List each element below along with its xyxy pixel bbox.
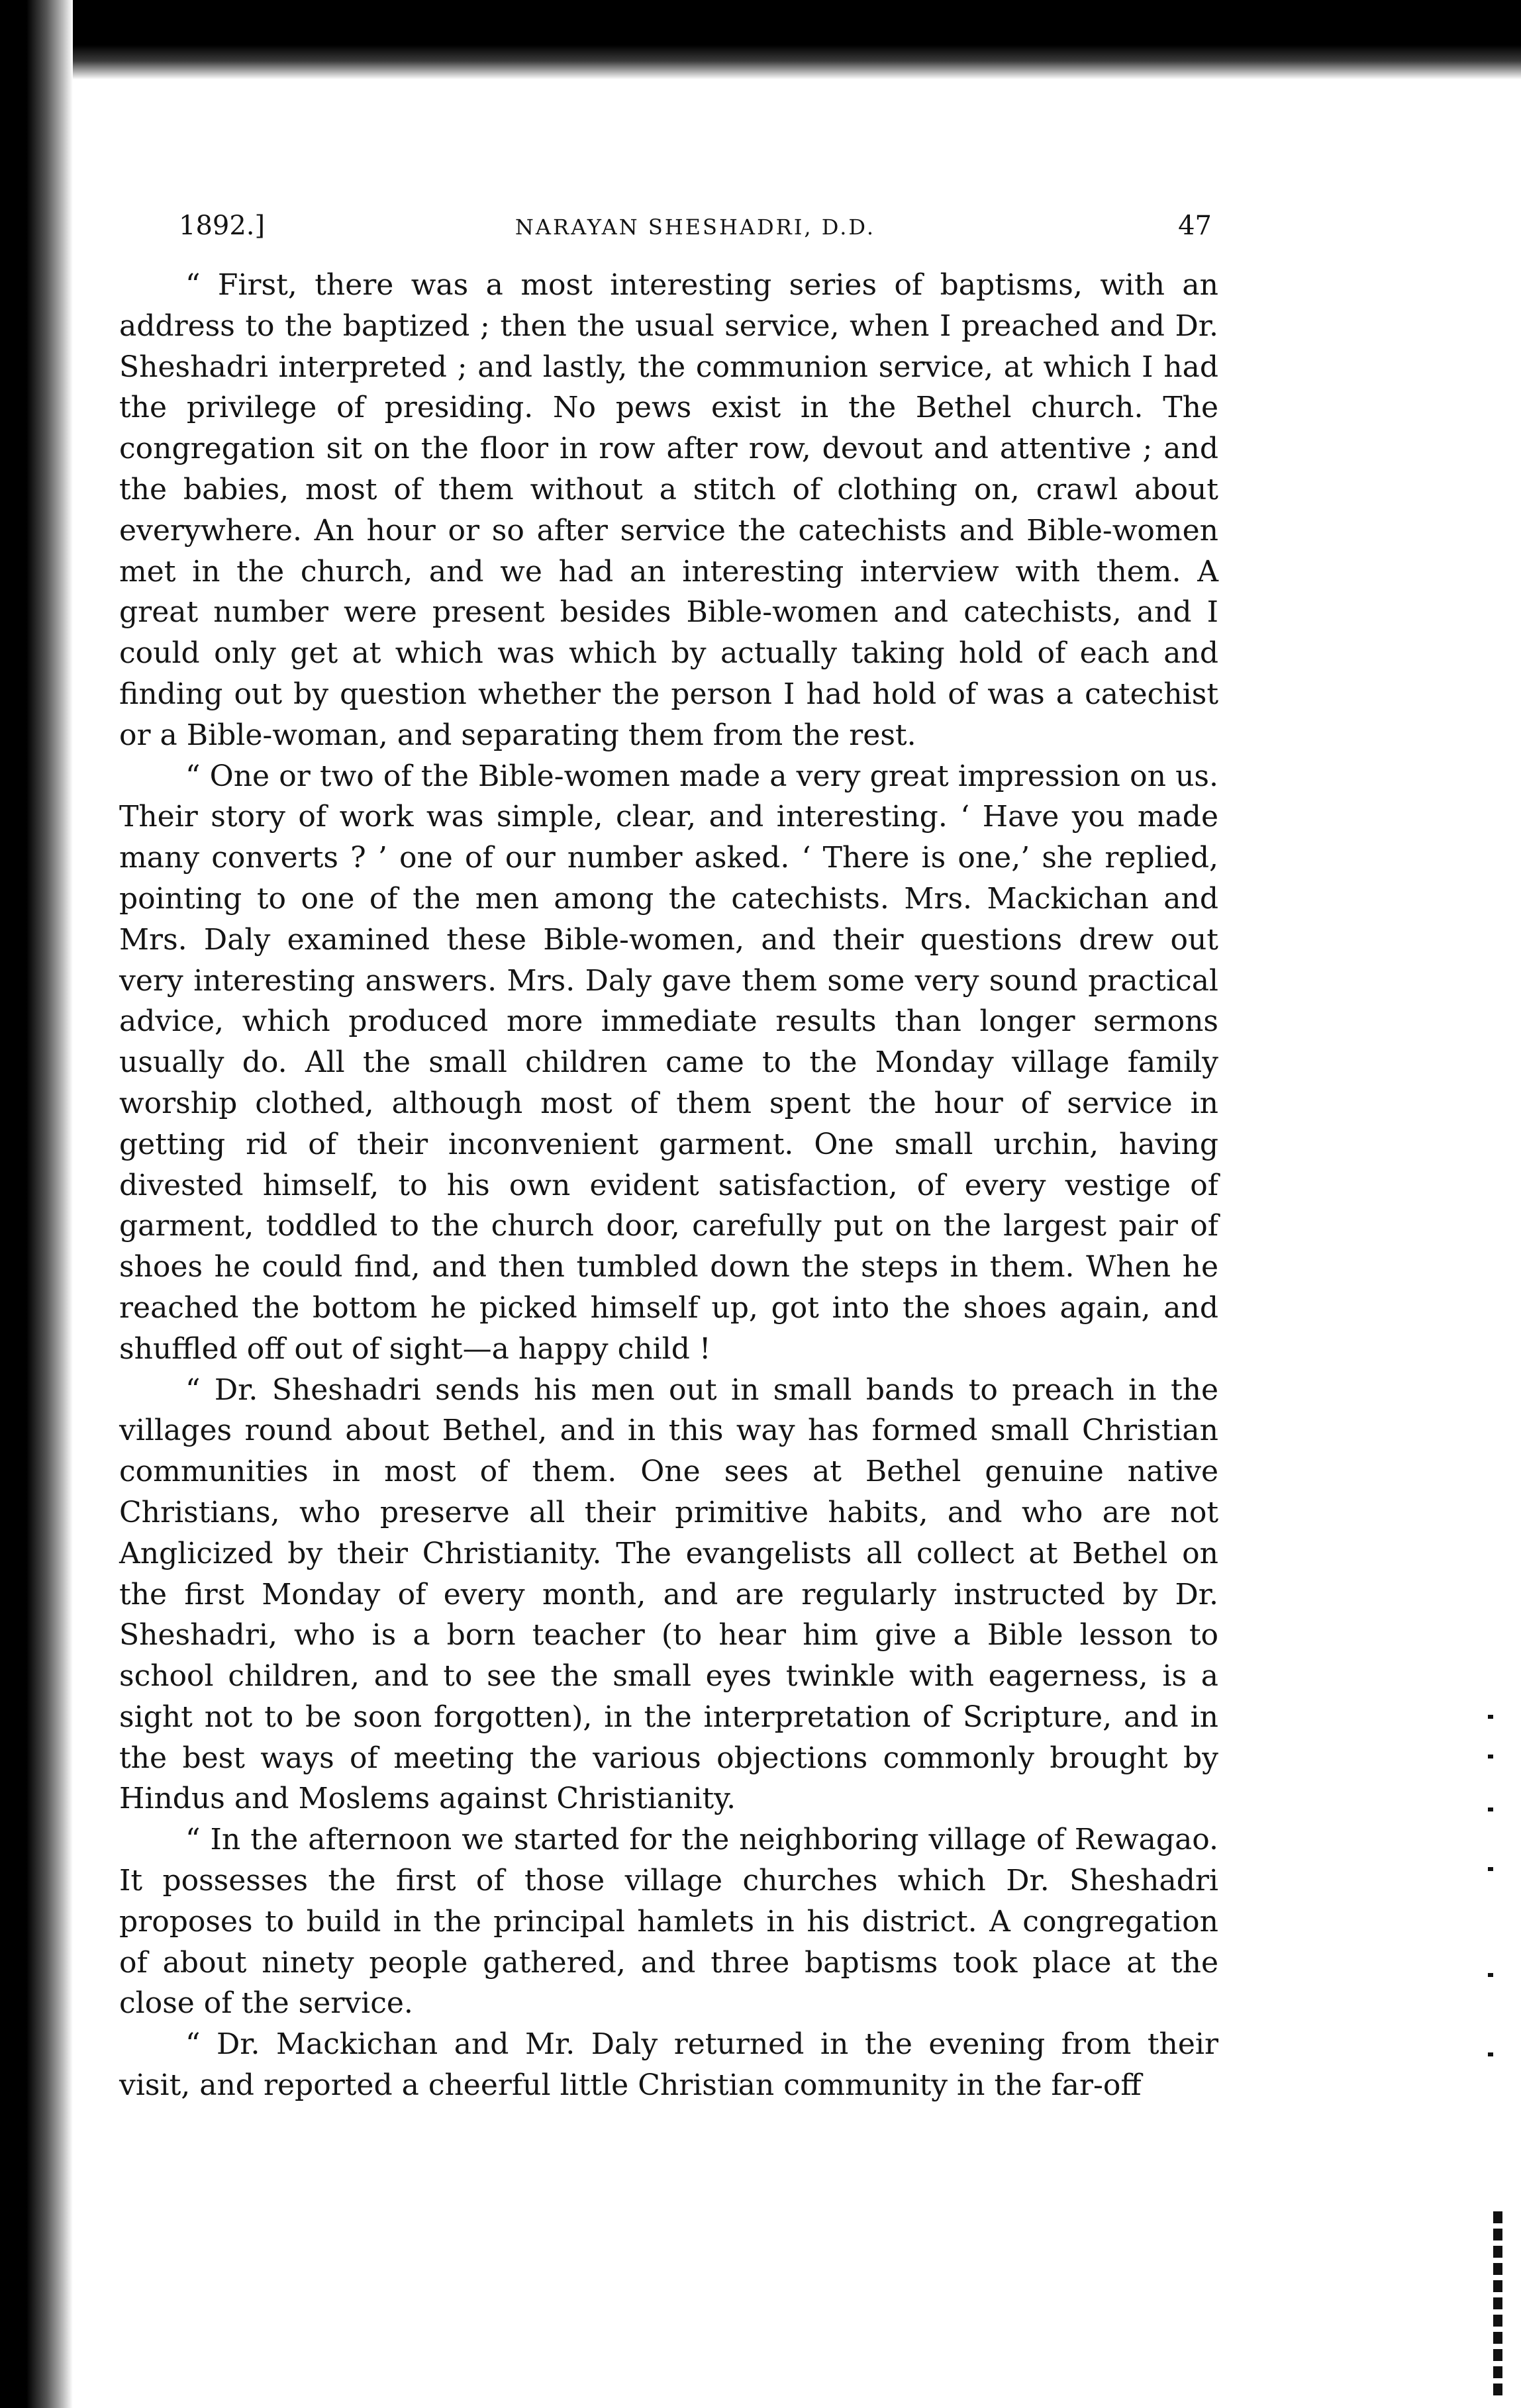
paragraph: “ One or two of the Bible-women made a very great impression on us. Their story of work was simple, clear, and interesting. ‘ Have you made many converts ? ’ one of our number asked. ‘ There is one,’ she replied, pointing to one of the men among the catechists. Mrs. Mackichan and Mrs. Daly examined these Bible-women, and their questions drew out very interesting answers. Mrs. Daly gave them some very sound practical advice, which produced more immediate results than longer sermons usually do. All the small children came to the Monday village family worship clothed, although most of them spent the hour of service in getting rid of their inconvenient garment. One small urchin, having divested himself, to his own evident satisfaction, of every vestige of garment, toddled to the church door, carefully put on the largest pair of shoes he could find, and then tumbled down the steps in them. When he reached the bottom he picked himself up, got into the shoes again, and shuffled off out of sight—a happy child ! [119, 759, 1218, 1366]
header-year: 1892.] [179, 211, 266, 241]
running-title: NARAYAN SHESHADRI, D.D. [515, 215, 876, 240]
page-number: 47 [1178, 211, 1212, 241]
text-body [119, 265, 1218, 2106]
scan-left-edge [0, 0, 73, 2408]
paragraph: “ Dr. Sheshadri sends his men out in small bands to preach in the villages round about Bethel, and in this way has formed small Christian communities in most of them. One sees at Bethel genuine native Christians, who preserve all their primitive habits, and who are not Anglicized by their Christianity. The evangelists all collect at Bethel on the first Monday of every month, and are regularly instructed by Dr. Sheshadri, who is a born teacher (to hear him give a Bible lesson to school children, and to see the small eyes twinkle with eagerness, is a sight not to be soon forgotten), in the interpretation of Scripture, and in the best ways of meeting the various objections commonly brought by Hindus and Moslems against Christianity. [119, 1373, 1218, 1816]
scan-right-margin-marks [1480, 1708, 1506, 2397]
paragraph: “ First, there was a most interesting series of baptisms, with an address to the baptized ; then the usual service, when I preached and Dr. Sheshadri interpreted ; and lastly, the communion service, at which I had the privilege of presiding. No pews exist in the Bethel church. The congregation sit on the floor in row after row, devout and attentive ; and the babies, most of them without a stitch of clothing on, crawl about everywhere. An hour or so after service the catechists and Bible-women met in the church, and we had an interesting interview with them. A great number were present besides Bible-women and catechists, and I could only get at which was which by actually taking hold of each and finding out by question whether the person I had hold of was a catechist or a Bible-woman, and separating them from the rest. [119, 268, 1218, 752]
page-header [179, 211, 1212, 250]
paragraph: “ In the afternoon we started for the neighboring village of Rewagao. It possesses the first of those village churches which Dr. Sheshadri proposes to build in the principal hamlets in his district. A congregation of about ninety people gathered, and three baptisms took place at the close of the service. [119, 1823, 1218, 2021]
paragraph: “ Dr. Mackichan and Mr. Daly returned in the evening from their visit, and reported a cheerful little Christian community in the far-off [119, 2027, 1218, 2103]
scan-top-border [0, 0, 1521, 79]
